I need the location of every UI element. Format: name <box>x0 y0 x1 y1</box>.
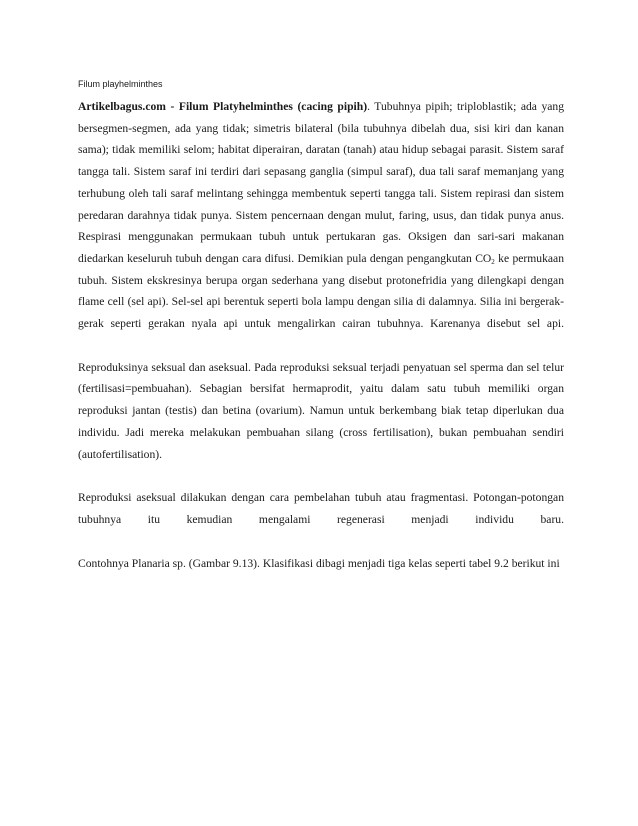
paragraph-example: Contohnya Planaria sp. (Gambar 9.13). Klasifikasi dibagi menjadi tiga kelas seperti tabel 9.2 berikut ini <box>78 556 560 570</box>
paragraph-reproduction: Reproduksinya seksual dan aseksual. Pada reproduksi seksual terjadi penyatuan sel sperma dan sel telur (fertilisasi=pembuahan). Sebagian bersifat hermaprodit, yaitu dalam satu tubuh memiliki organ reproduksi jantan (testis) dan betina (ovarium). Namun untuk berkembang biak tetap diperlukan dua individu. Jadi mereka melakukan pembuahan silang (cross fertilisation), bukan pembuahan sendiri (autofertilisation). <box>78 360 564 461</box>
document-page <box>78 78 564 596</box>
intro-lead-bold: Artikelbagus.com - Filum Platyhelminthes (cacing pipih) <box>78 100 368 113</box>
intro-text-after-sub: ke permukaan tubuh. Sistem ekskresinya berupa organ sederhana yang disebut protonefridia yang dilengkapi dengan flame cell (sel api). Sel-sel api berentuk seperti bola lampu dengan silia di dalamnya. Silia ini bergerak-gerak seperti gerakan nyala api untuk mengalirkan cairan tubuhnya. Karenanya disebut sel api. <box>78 251 564 331</box>
paragraph-intro <box>78 96 564 335</box>
paragraph-asexual: Reproduksi aseksual dilakukan dengan cara pembelahan tubuh atau fragmentasi. Potongan-potongan tubuhnya itu kemudian mengalami regenerasi menjadi individu baru. <box>78 491 564 526</box>
intro-text-before-sub: . Tubuhnya pipih; triploblastik; ada yang bersegmen-segmen, ada yang tidak; simetris bilateral (bila tubuhnya dibelah dua, sisi kiri dan kanan sama); tidak memiliki selom; habitat diperairan, daratan (tanah) atau hidup sebagai parasit. Sistem saraf tangga tali. Sistem saraf ini terdiri dari sepasang ganglia (simpul saraf), dua tali saraf memanjang yang terhubung oleh tali saraf melintang sehingga membentuk seperti tangga tali. Sistem repirasi dan sistem peredaran darahnya tidak punya. Sistem pencernaan dengan mulut, faring, usus, dan tidak punya anus. Respirasi menggunakan permukaan tubuh untuk pertukaran gas. Oksigen dan sari-sari makanan diedarkan keseluruh tubuh dengan cara difusi. Demikian pula dengan pengangkutan CO <box>78 100 565 265</box>
co2-subscript: 2 <box>491 257 495 266</box>
document-header-label: Filum playhelminthes <box>78 79 163 89</box>
